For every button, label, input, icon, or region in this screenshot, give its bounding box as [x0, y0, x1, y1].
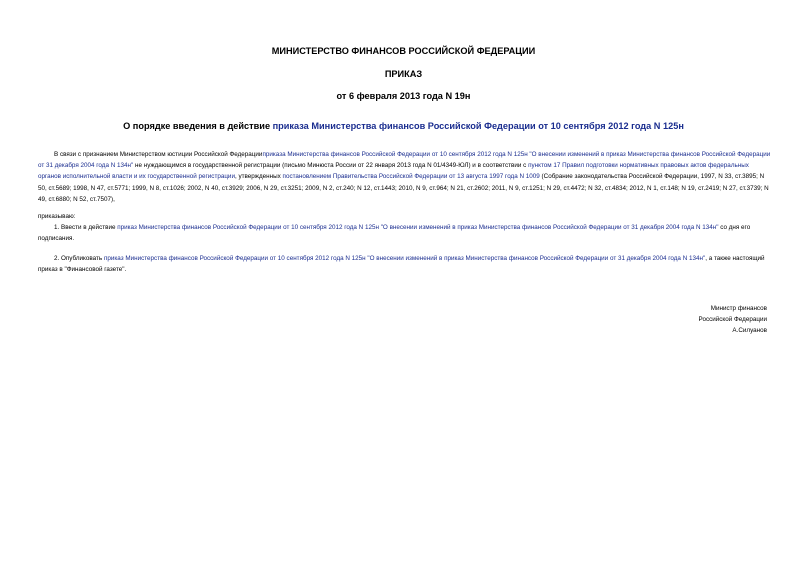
title-order-link[interactable]: приказа Министерства финансов Российской Федерации от 10 сентября 2012 года N 125н [272, 121, 684, 131]
doc-type-heading: ПРИКАЗ [384, 69, 423, 79]
preamble-link-order-125n[interactable]: приказа Министерства финансов Российской Федерации от 10 сентября 2012 года N 125н "О внесении изменений в приказ Министерства финансов Российской Федерации от 31 декабря 2004 года N 134н" [38, 151, 771, 170]
item-1-text-2: со дня его подписания. [38, 224, 751, 243]
preamble-link-rules-point-17[interactable]: пунктом 17 Правил подготовки нормативных правовых актов федеральных органов исполнительной власти и их государственной регистрации [38, 162, 749, 181]
title-prefix: О порядке введения в действие [123, 121, 273, 131]
preamble-link-resolution-1009[interactable]: постановлением Правительства Российской Федерации от 13 августа 1997 года N 1009 [282, 173, 540, 181]
ministry-heading: МИНИСТЕРСТВО ФИНАНСОВ РОССИЙСКОЙ ФЕДЕРАЦИИ [271, 46, 536, 56]
item-2-text-1: 2. Опубликовать [54, 255, 104, 262]
date-number-heading: от 6 февраля 2013 года N 19н [336, 91, 471, 101]
preamble-text-3: , утвержденных [234, 173, 283, 181]
item-1-paragraph [38, 222, 772, 244]
preamble-paragraph [38, 149, 772, 205]
signature-block [699, 303, 767, 337]
item-2-order-link[interactable]: приказ Министерства финансов Российской Федерации от 10 сентября 2012 года N 125н "О внесении изменений в приказ Министерства финансов Российской Федерации от 31 декабря 2004 года N 134н" [103, 255, 706, 262]
preamble-text-2: не нуждающимся в государственной регистрации (письмо Минюста России от 22 января 2013 года N 01/4349-ЮЛ) и в соответствии с [133, 162, 529, 170]
item-1-text-1: 1. Ввести в действие [54, 224, 118, 231]
signature-country: Российской Федерации [698, 316, 767, 324]
document-title [0, 121, 807, 132]
preamble-text-4: (Собрание законодательства Российской Федерации, 1997, N 33, ст.3895; N 50, ст.5689; 1998, N 47, ст.5771; 1999, N 8, ст.1026; 2002, N 40, ст.3929; 2006, N 29, ст.3251; 2009, N 2, ст.240; N 12, ст.1443; 2010, N 9, ст.964; N 21, ст.2602; 2011, N 9, ст.1251; N 29, ст.4472; N 32, ст.4834; 2012, N 1, ст.148; N 19, ст.2419; N 27, ст.3739; N 49, ст.6880; N 52, ст.7507), [38, 173, 769, 203]
item-1-order-link[interactable]: приказ Министерства финансов Российской Федерации от 10 сентября 2012 года N 125н "О внесении изменений в приказ Министерства финансов Российской Федерации от 31 декабря 2004 года N 134н" [117, 224, 719, 231]
preamble-text-1: В связи с признанием Министерством юстиции Российской Федерации [54, 151, 263, 158]
item-2-paragraph [38, 253, 772, 275]
order-word: приказываю: [38, 213, 76, 220]
signature-name: А.Силуанов [732, 327, 767, 335]
item-2-text-2: , а также настоящий приказ в "Финансовой газете". [38, 255, 765, 274]
signature-position: Министр финансов [710, 305, 767, 312]
